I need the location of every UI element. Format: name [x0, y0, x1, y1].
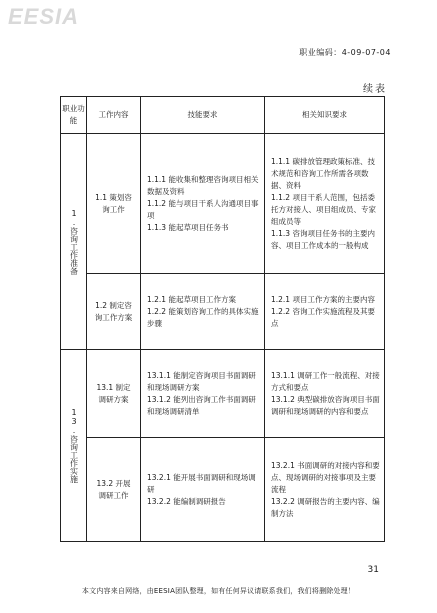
skill-item: 1.1.2 能与项目干系人沟通项目事项 — [147, 198, 259, 220]
function-label: 13.咨询工作实施 — [69, 408, 79, 483]
header-work-content: 工作内容 — [87, 97, 141, 134]
table-row — [61, 274, 385, 350]
table-row — [61, 438, 385, 542]
knowledge-cell — [265, 134, 385, 274]
knowledge-item: 1.2.2 咨询工作实施流程及其要点 — [271, 306, 375, 328]
skills-cell — [141, 438, 265, 542]
knowledge-item: 13.1.1 调研工作一般流程、对接方式和要点 — [271, 370, 380, 392]
function-label: 1.咨询工作准备 — [69, 208, 79, 275]
table-header-row — [61, 97, 385, 134]
occupation-code: 职业编码：4-09-07-04 — [299, 48, 391, 57]
knowledge-item: 1.2.1 项目工作方案的主要内容 — [271, 294, 375, 304]
skill-item: 13.2.1 能开展书面调研和现场调研 — [147, 472, 256, 494]
knowledge-cell — [265, 274, 385, 350]
work-content-cell: 13.1 制定调研方案 — [87, 350, 141, 438]
knowledge-cell — [265, 438, 385, 542]
knowledge-item: 13.1.2 典型碳排放咨询项目书面调研和现场调研的内容和要点 — [271, 394, 380, 416]
footer-disclaimer: 本文内容来自网络，由EESIA团队整理，如有任何异议请联系我们，我们将删除处理！ — [81, 587, 356, 595]
knowledge-item: 13.2.1 书面调研的对接内容和要点、现场调研的对接事项及主要流程 — [271, 460, 380, 494]
continued-label: 续表 — [363, 84, 387, 95]
work-content-cell: 1.1 策划咨询工作 — [87, 134, 141, 274]
header-function: 职业功能 — [61, 97, 87, 134]
header-skill-requirements: 技能要求 — [141, 97, 265, 134]
page-number: 31 — [367, 565, 379, 575]
skill-item: 13.1.1 能制定咨询项目书面调研和现场调研方案 — [147, 370, 256, 392]
skills-cell — [141, 274, 265, 350]
brand-logo: EESIA — [8, 4, 80, 29]
knowledge-item: 1.1.1 碳排放管理政策标准、技术规范和咨询工作所需各项数据、资料 — [271, 156, 375, 190]
table-row — [61, 350, 385, 438]
skill-item: 1.2.2 能策划咨询工作的具体实施步骤 — [147, 306, 259, 328]
skill-item: 1.1.3 能起草项目任务书 — [147, 222, 229, 232]
header-knowledge-requirements: 相关知识要求 — [265, 97, 385, 134]
knowledge-item: 1.1.2 项目干系人范围，包括委托方对接人、项目组成员、专家组成员等 — [271, 192, 376, 226]
work-content-cell: 13.2 开展调研工作 — [87, 438, 141, 542]
skills-cell — [141, 134, 265, 274]
knowledge-item: 1.1.3 咨询项目任务书的主要内容、项目工作成本的一般构成 — [271, 228, 375, 250]
knowledge-cell — [265, 350, 385, 438]
skill-item: 1.2.1 能起草项目工作方案 — [147, 294, 236, 304]
skill-item: 13.2.2 能编制调研报告 — [147, 496, 226, 506]
skill-item: 13.1.2 能列出咨询工作书面调研和现场调研清单 — [147, 394, 256, 416]
knowledge-item: 13.2.2 调研报告的主要内容、编制方法 — [271, 496, 380, 518]
table-row — [61, 134, 385, 274]
function-cell — [61, 134, 87, 350]
function-cell — [61, 350, 87, 542]
skills-cell — [141, 350, 265, 438]
skill-item: 1.1.1 能收集和整理咨询项目相关数据及资料 — [147, 174, 259, 196]
skills-standard-table — [60, 96, 385, 542]
work-content-cell: 1.2 制定咨询工作方案 — [87, 274, 141, 350]
